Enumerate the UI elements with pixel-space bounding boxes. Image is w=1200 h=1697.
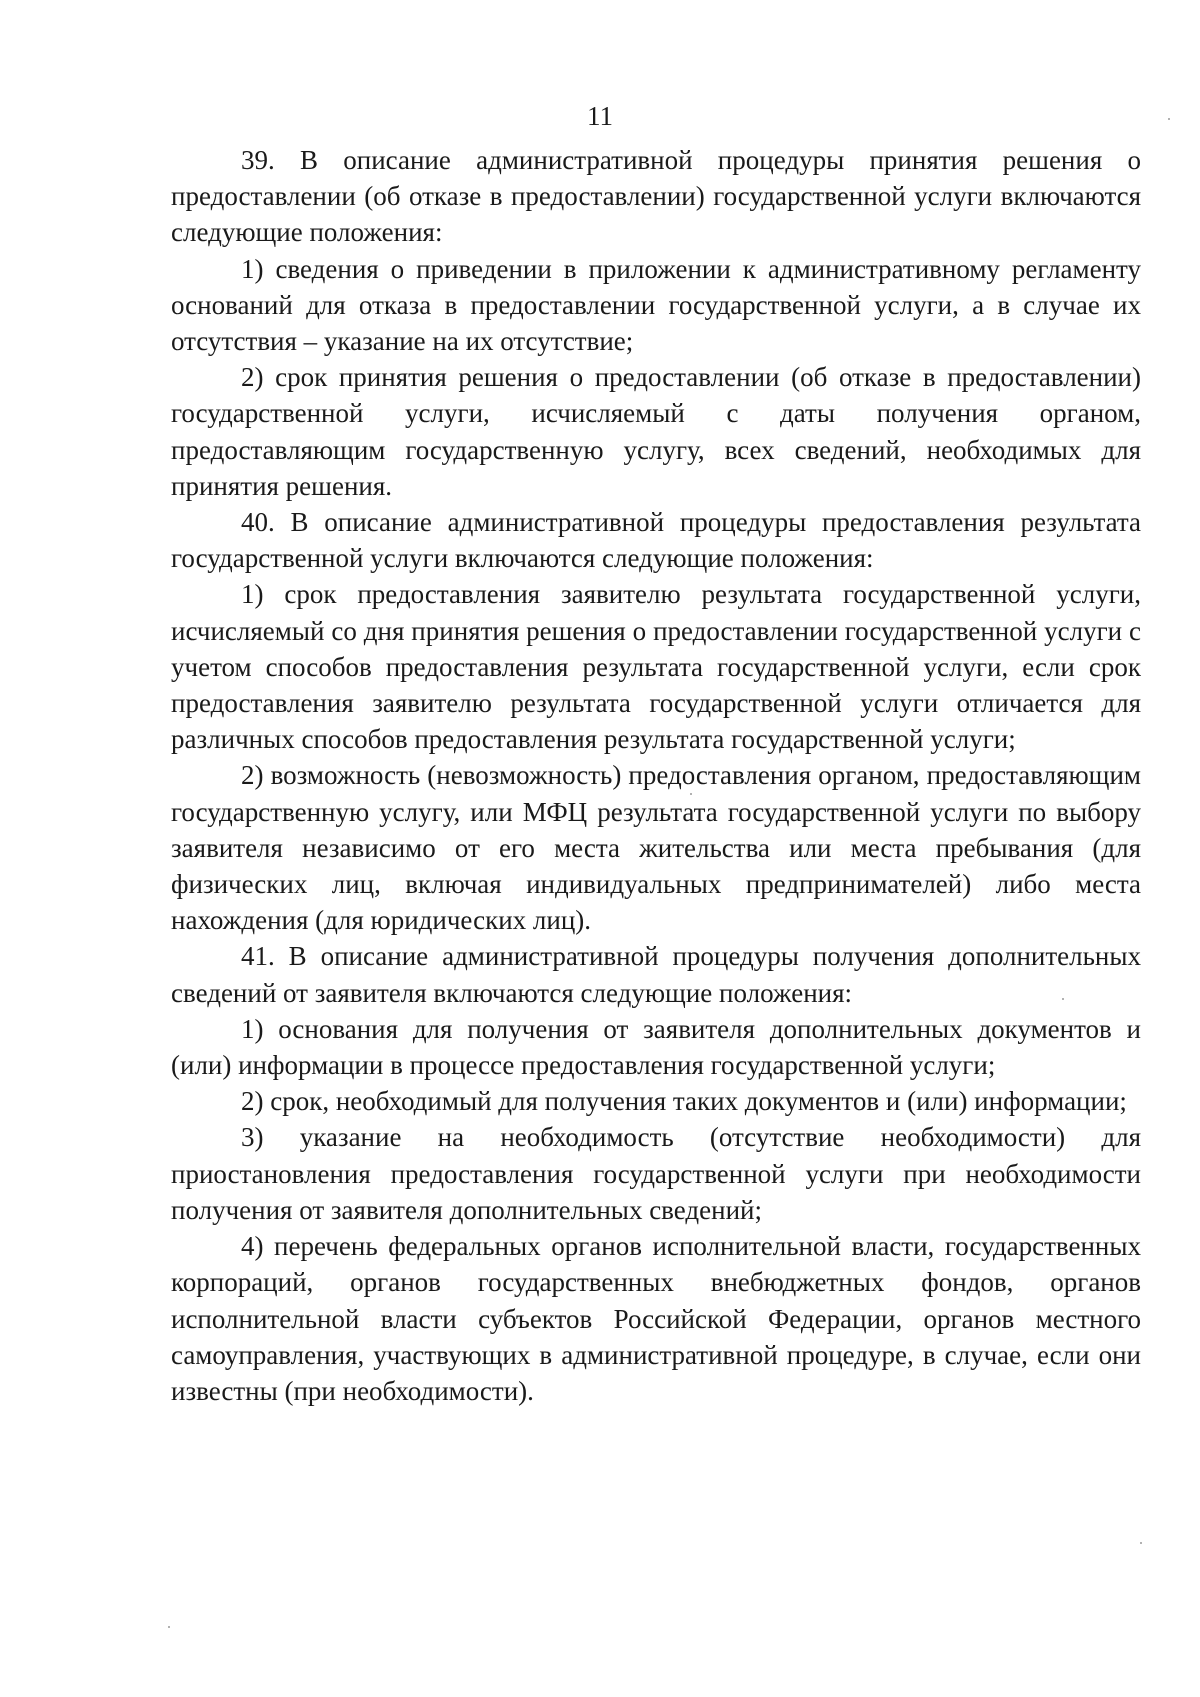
scan-speck — [1062, 998, 1064, 1000]
paragraph-41-item-4: 4) перечень федеральных органов исполнительной власти, государственных корпораций, органов государственных внебюджетных фондов, органов исполнительной власти субъектов Российской Федерации, органов местного самоуправления, участвующих в административной процедуре, в случае, если они известны (при необходимости). — [171, 1231, 1141, 1406]
paragraph-41: 41. В описание административной процедуры получения дополнительных сведений от заявителя включаются следующие положения: — [171, 941, 1141, 1008]
paragraph-41-item-3: 3) указание на необходимость (отсутствие необходимости) для приостановления предоставления государственной услуги при необходимости получения от заявителя дополнительных сведений; — [171, 1122, 1141, 1225]
document-body — [171, 142, 1141, 1409]
scan-speck — [1140, 1542, 1142, 1544]
paragraph-39-item-2: 2) срок принятия решения о предоставлении (об отказе в предоставлении) государственной услуги, исчисляемый с даты получения органом, предоставляющим государственную услугу, всех сведений, необходимых для принятия решения. — [171, 362, 1141, 501]
scan-speck — [1168, 118, 1170, 120]
paragraph-40: 40. В описание административной процедуры предоставления результата государственной услуги включаются следующие положения: — [171, 507, 1141, 574]
scan-speck — [690, 793, 692, 795]
paragraph-40-item-2: 2) возможность (невозможность) предоставления органом, предоставляющим государственную услугу, или МФЦ результата государственной услуги по выбору заявителя независимо от его места жительства или места пребывания (для физических лиц, включая индивидуальных предпринимателей) либо места нахождения (для юридических лиц). — [171, 760, 1141, 936]
paragraph-39-item-1: 1) сведения о приведении в приложении к административному регламенту оснований для отказа в предоставлении государственной услуги, а в случае их отсутствия – указание на их отсутствие; — [171, 253, 1141, 357]
paragraph-39: 39. В описание административной процедуры принятия решения о предоставлении (об отказе в предоставлении) государственной услуги включаются следующие положения: — [171, 145, 1141, 248]
page-number: 11 — [587, 101, 613, 131]
paragraph-40-item-1: 1) срок предоставления заявителю результата государственной услуги, исчисляемый со дня принятия решения о предоставлении государственной услуги с учетом способов предоставления результата государственной услуги, если срок предоставления заявителю результата государственной услуги отличается для различных способов предоставления результата государственной услуги; — [171, 579, 1141, 755]
scan-speck — [168, 1626, 170, 1628]
paragraph-41-item-1: 1) основания для получения от заявителя дополнительных документов и (или) информации в процессе предоставления государственной услуги; — [171, 1013, 1141, 1081]
paragraph-41-item-2: 2) срок, необходимый для получения таких документов и (или) информации; — [241, 1086, 1127, 1117]
